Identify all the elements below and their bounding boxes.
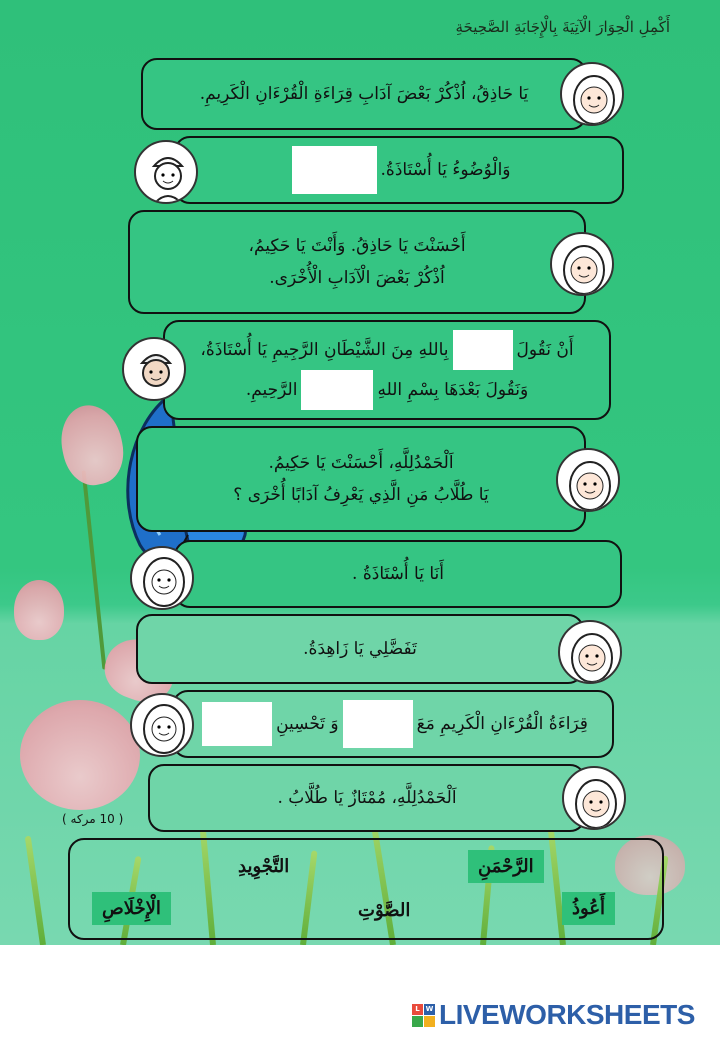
dialogue-text: يَا حَاذِقُ، اُذْكُرْ بَعْضَ آدَابِ قِرَاءَةِ الْقُرْءَانِ الْكَرِيمِ. (199, 83, 529, 104)
dialogue-text: اَلْحَمْدُلِلَّهِ، أَحْسَنْتَ يَا حَكِيمُ. (268, 452, 454, 473)
answer-blank-2[interactable] (453, 330, 513, 370)
boy-avatar-icon (122, 337, 186, 401)
dialogue-bubble-2 (174, 136, 624, 204)
answer-blank-4[interactable] (343, 700, 413, 748)
liveworksheets-logo (412, 998, 695, 1032)
word-option-ikhlas[interactable]: الْإِخْلَاصِ (92, 892, 171, 925)
dialogue-text: أَنْ نَقُولَ (516, 339, 574, 360)
boy-avatar-icon (134, 140, 198, 204)
word-option-tajwid[interactable]: التَّجْوِيدِ (238, 856, 290, 877)
logo-mark-icon: L W (412, 1004, 435, 1027)
word-option-sawt[interactable]: الصَّوْتِ (358, 900, 411, 921)
answer-blank-3[interactable] (301, 370, 373, 410)
dialogue-bubble-8 (172, 690, 614, 758)
word-option-auzu[interactable]: أَعُوذُ (562, 892, 615, 925)
teacher-avatar-icon (550, 232, 614, 296)
dialogue-text: وَنَقُولَ بَعْدَهَا بِسْمِ اللهِ (377, 379, 529, 400)
teacher-avatar-icon (556, 448, 620, 512)
page-title: أَكْمِلِ الْحِوَارَ الْآتِيَةَ بِالْإِجَابَةِ الصَّحِيحَةِ (455, 18, 670, 36)
dialogue-text: الرَّحِيمِ. (245, 379, 298, 400)
brand-name: LIVEWORKSHEETS (439, 999, 695, 1030)
dialogue-text: اَلْحَمْدُلِلَّهِ، مُمْتَازٌ يَا طُلَّابُ . (277, 787, 457, 808)
dialogue-bubble-7 (136, 614, 584, 684)
answer-blank-5[interactable] (202, 702, 272, 746)
dialogue-text: يَا طُلَّابُ مَنِ الَّذِي يَعْرِفُ آدَابًا أُخْرَى ؟ (233, 485, 489, 505)
dialogue-bubble-3 (128, 210, 586, 314)
dialogue-bubble-4 (163, 320, 611, 420)
teacher-avatar-icon (562, 766, 626, 830)
marks-label: ( 10 مركه ) (62, 812, 124, 826)
dialogue-text: تَفَضَّلِي يَا زَاهِدَةُ. (303, 638, 417, 659)
dialogue-bubble-9 (148, 764, 586, 832)
dialogue-text: أَنَا يَا أُسْتَاذَةُ . (352, 563, 444, 584)
teacher-avatar-icon (560, 62, 624, 126)
dialogue-bubble-6 (174, 540, 622, 608)
dialogue-text: وَ تَحْسِينِ (276, 713, 339, 734)
answer-blank-1[interactable] (292, 146, 377, 194)
dialogue-text: وَالْوُضُوءُ يَا أُسْتَاذَةُ. (380, 159, 511, 180)
girl-avatar-icon (130, 546, 194, 610)
dialogue-bubble-1 (141, 58, 587, 130)
dialogue-bubble-5 (136, 426, 586, 532)
teacher-avatar-icon (558, 620, 622, 684)
girl-avatar-icon (130, 693, 194, 757)
dialogue-text: اُذْكُرْ بَعْضَ الْآدَابِ الْأُخْرَى. (269, 268, 445, 288)
dialogue-text: قِرَاءَةُ الْقُرْءَانِ الْكَرِيمِ مَعَ (416, 713, 588, 734)
word-option-rahman[interactable]: الرَّحْمَنِ (468, 850, 544, 883)
dialogue-text: أَحْسَنْتَ يَا حَاذِقُ. وَأَنْتَ يَا حَكِيمُ، (248, 235, 466, 256)
dialogue-text: بِاللهِ مِنَ الشَّيْطَانِ الرَّجِيمِ يَا أُسْتَاذَةُ، (200, 339, 449, 360)
